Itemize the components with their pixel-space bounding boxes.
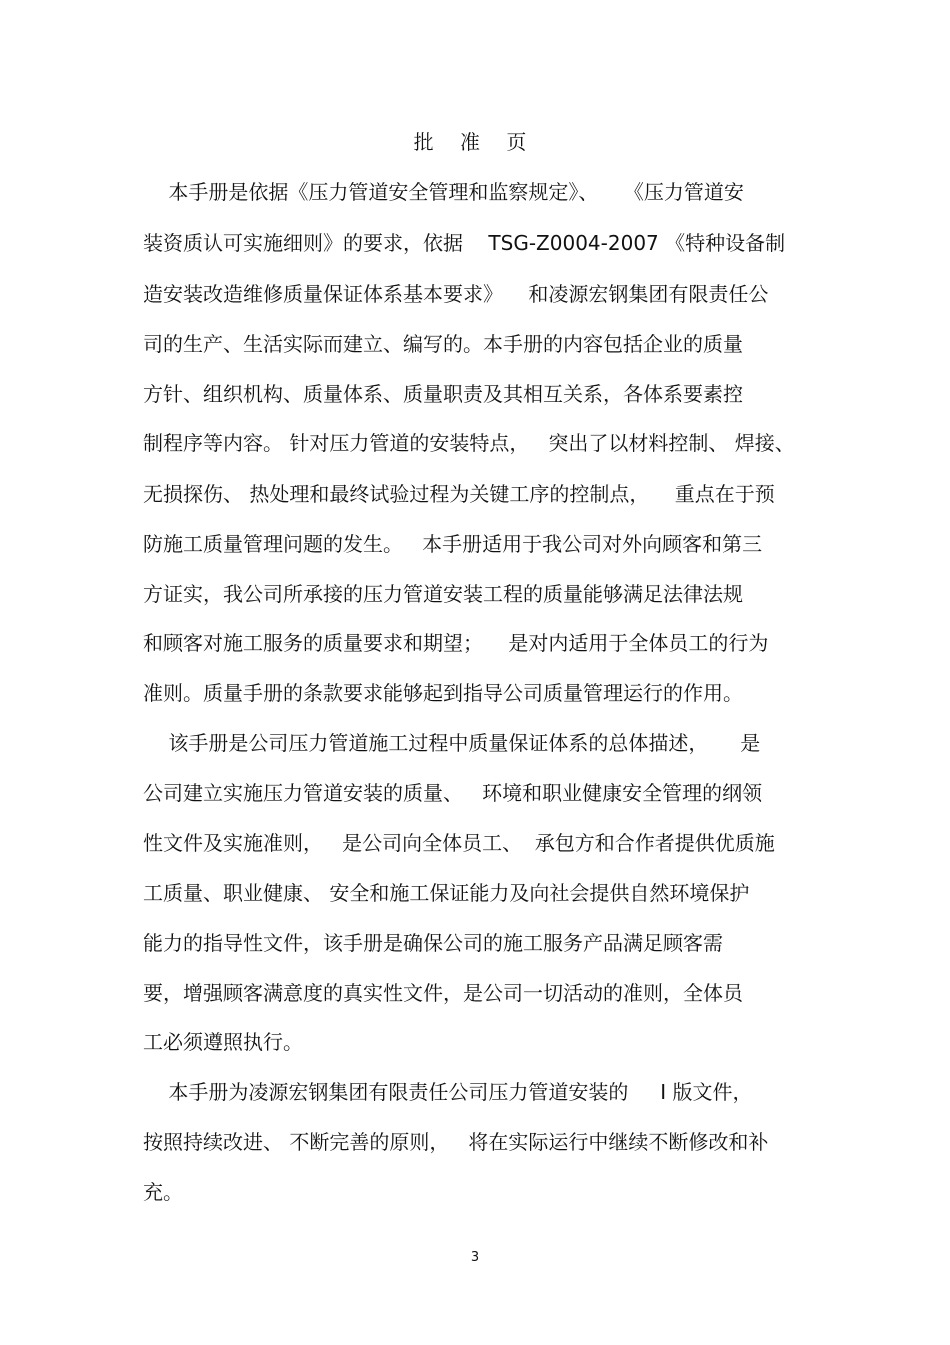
text-line: 充。: [143, 1180, 183, 1204]
text-line: 本手册是依据《压力管道安全管理和监察规定》、 《压力管道安: [143, 180, 744, 204]
text-line: 准则。质量手册的条款要求能够起到指导公司质量管理运行的作用。: [143, 681, 743, 705]
text-line: 造安装改造维修质量保证体系基本要求》 和凌源宏钢集团有限责任公: [143, 282, 769, 306]
text-line: 方证实，我公司所承接的压力管道安装工程的质量能够满足法律法规: [143, 582, 743, 606]
text-line: 司的生产、生活实际而建立、编写的。本手册的内容包括企业的质量: [143, 332, 743, 356]
text-line: 制程序等内容。 针对压力管道的安装特点， 突出了以材料控制、 焊接、: [143, 431, 795, 455]
text-line: 工必须遵照执行。: [143, 1030, 303, 1054]
text-line: 方针、组织机构、质量体系、质量职责及其相互关系，各体系要素控: [143, 382, 743, 406]
page-number: 3: [470, 1250, 480, 1265]
text-line: 工质量、职业健康、 安全和施工保证能力及向社会提供自然环境保护: [143, 881, 750, 905]
text-line: 能力的指导性文件，该手册是确保公司的施工服务产品满足顾客需: [143, 931, 723, 955]
text-line: 无损探伤、 热处理和最终试验过程为关键工序的控制点， 重点在于预: [143, 482, 775, 506]
text-line: 该手册是公司压力管道施工过程中质量保证体系的总体描述， 是: [143, 731, 761, 755]
page-title: 批 准 页: [413, 130, 537, 154]
text-line: 装资质认可实施细则》的要求，依据 TSG-Z0004-2007 《特种设备制: [143, 231, 786, 255]
text-line: 性文件及实施准则， 是公司向全体员工、 承包方和合作者提供优质施: [143, 831, 775, 855]
text-line: 要，增强顾客满意度的真实性文件，是公司一切活动的准则，全体员: [143, 981, 743, 1005]
text-line: 和顾客对施工服务的质量要求和期望； 是对内适用于全体员工的行为: [143, 631, 769, 655]
text-line: 防施工质量管理问题的发生。 本手册适用于我公司对外向顾客和第三: [143, 532, 763, 556]
text-line: 本手册为凌源宏钢集团有限责任公司压力管道安装的 Ⅰ 版文件，: [143, 1080, 753, 1104]
text-line: 公司建立实施压力管道安装的质量、 环境和职业健康安全管理的纲领: [143, 781, 763, 805]
text-line: 按照持续改进、 不断完善的原则， 将在实际运行中继续不断修改和补: [143, 1130, 769, 1154]
